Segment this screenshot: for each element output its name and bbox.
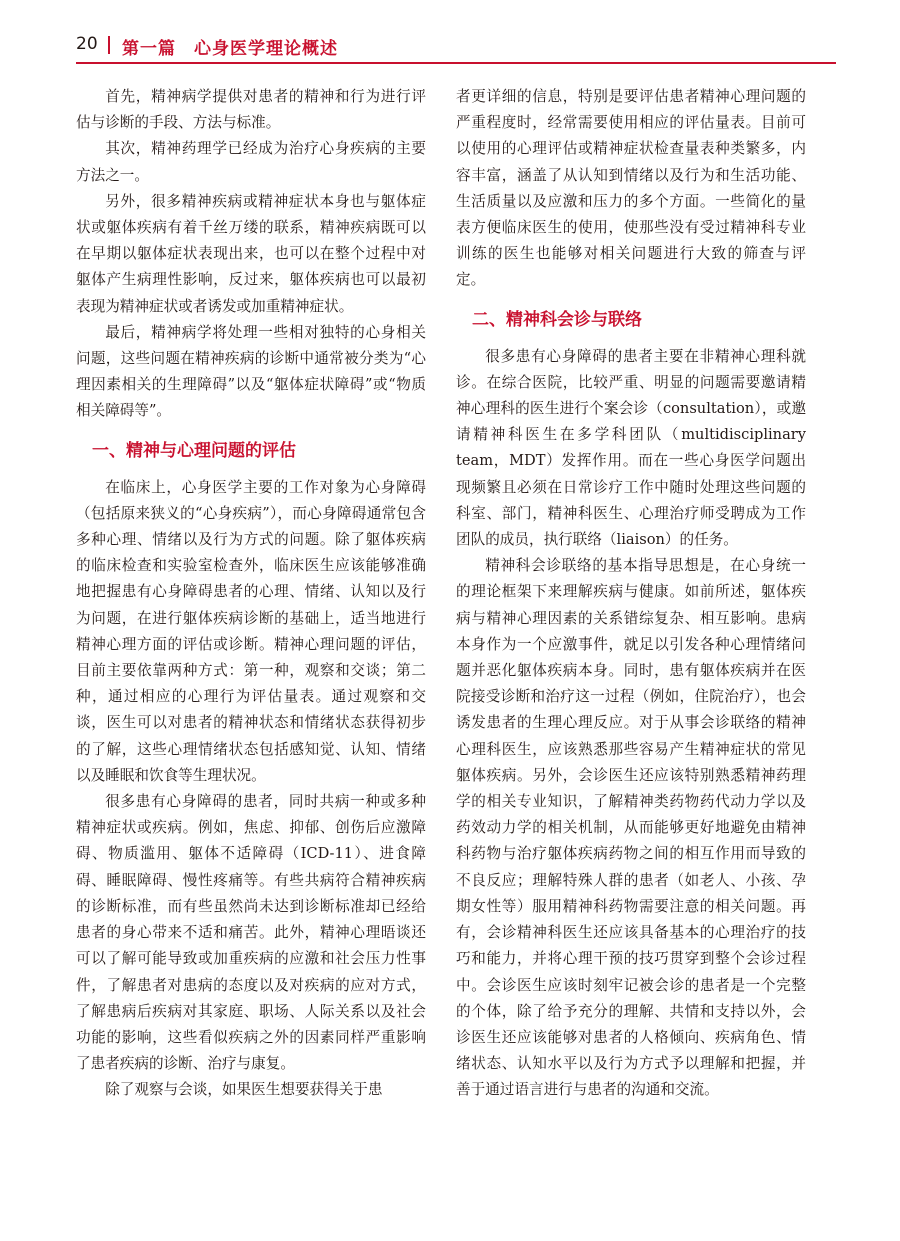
paragraph: 很多患有心身障碍的患者，同时共病一种或多种精神症状或疾病。例如，焦虑、抑郁、创伤后应激障碍、物质滥用、躯体不适障碍（ICD-11）、进食障碍、睡眠障碍、慢性疼痛等。有些共病符合精神疾病的诊断标准，而有些虽然尚未达到诊断标准却已经给患者的身心带来不适和痛苦。此外，精神心理晤谈还可以了解可能导致或加重疾病的应激和社会压力性事件，了解患者对患病的态度以及对疾病的应对方式，了解患病后疾病对其家庭、职场、人际关系以及社会功能的影响，这些看似疾病之外的因素同样严重影响了患者疾病的诊断、治疗与康复。	[76, 793, 426, 1073]
page-header	[76, 30, 836, 64]
paragraph: 其次，精神药理学已经成为治疗心身疾病的主要方法之一。	[76, 140, 426, 184]
section-heading: 二、精神科会诊与联络	[472, 309, 642, 330]
paragraph: 精神科会诊联络的基本指导思想是，在心身统一的理论框架下来理解疾病与健康。如前所述，躯体疾病与精神心理因素的关系错综复杂、相互影响。患病本身作为一个应激事件，就足以引发各种心理情绪问题并恶化躯体疾病本身。同时，患有躯体疾病并在医院接受诊断和治疗这一过程（例如，住院治疗），也会诱发患者的生理心理反应。对于从事会诊联络的精神心理科医生，应该熟悉那些容易产生精神症状的常见躯体疾病。另外，会诊医生还应该特别熟悉精神药理学的相关专业知识，了解精神类药物药代动力学以及药效动力学的相关机制，从而能够更好地避免由精神科药物与治疗躯体疾病药物之间的相互作用而导致的不良反应；理解特殊人群的患者（如老人、小孩、孕期女性等）服用精神科药物需要注意的相关问题。再有，会诊精神科医生还应该具备基本的心理治疗的技巧和能力，并将心理干预的技巧贯穿到整个会诊过程中。会诊医生应该时刻牢记被会诊的患者是一个完整的个体，除了给予充分的理解、共情和支持以外，会诊医生还应该能够对患者的人格倾向、疾病角色、情绪状态、认知水平以及行为方式予以理解和把握，并善于通过语言进行与患者的沟通和交流。	[456, 557, 806, 1099]
paragraph: 除了观察与会谈，如果医生想要获得关于患	[105, 1081, 383, 1099]
left-column	[76, 84, 426, 1104]
right-column	[456, 84, 806, 1104]
paragraph-continued: 者更详细的信息，特别是要评估患者精神心理问题的严重程度时，经常需要使用相应的评估量表。目前可以使用的心理评估或精神症状检查量表种类繁多，内容丰富，涵盖了从认知到情绪以及行为和生活功能、生活质量以及应激和压力的多个方面。一些简化的量表方便临床医生的使用，使那些没有受过精神科专业训练的医生也能够对相关问题进行大致的筛查与评定。	[456, 88, 806, 289]
paragraph: 很多患有心身障碍的患者主要在非精神心理科就诊。在综合医院，比较严重、明显的问题需要邀请精神心理科的医生进行个案会诊（consultation），或邀请精神科医生在多学科团队（multidisciplinary team，MDT）发挥作用。而在一些心身医学问题出现频繁且必须在日常诊疗工作中随时处理这些问题的科室、部门，精神科医生、心理治疗师受聘成为工作团队的成员，执行联络（liaison）的任务。	[456, 347, 806, 549]
page-number: 20	[76, 34, 98, 54]
header-separator	[108, 36, 110, 54]
section-heading: 一、精神与心理问题的评估	[92, 440, 296, 461]
paragraph: 在临床上，心身医学主要的工作对象为心身障碍（包括原来狭义的“心身疾病”），而心身障碍通常包含多种心理、情绪以及行为方式的问题。除了躯体疾病的临床检查和实验室检查外，临床医生应该能够准确地把握患有心身障碍患者的心理、情绪、认知以及行为问题，在进行躯体疾病诊断的基础上，适当地进行精神心理方面的评估或诊断。精神心理问题的评估，目前主要依靠两种方式：第一种，观察和交谈；第二种，通过相应的心理行为评估量表。通过观察和交谈，医生可以对患者的精神状态和情绪状态获得初步的了解，这些心理情绪状态包括感知觉、认知、情绪以及睡眠和饮食等生理状况。	[76, 478, 426, 784]
header-rule	[76, 62, 836, 64]
paragraph: 首先，精神病学提供对患者的精神和行为进行评估与诊断的手段、方法与标准。	[76, 88, 426, 132]
paragraph: 另外，很多精神疾病或精神症状本身也与躯体症状或躯体疾病有着千丝万缕的联系，精神疾病既可以在早期以躯体症状表现出来，也可以在整个过程中对躯体产生病理性影响，反过来，躯体疾病也可以最初表现为精神症状或者诱发或加重精神症状。	[76, 192, 426, 315]
paragraph: 最后，精神病学将处理一些相对独特的心身相关问题，这些问题在精神疾病的诊断中通常被分类为“心理因素相关的生理障碍”以及“躯体症状障碍”或“物质相关障碍等”。	[76, 323, 426, 420]
part-title: 第一篇 心身医学理论概述	[122, 39, 338, 59]
